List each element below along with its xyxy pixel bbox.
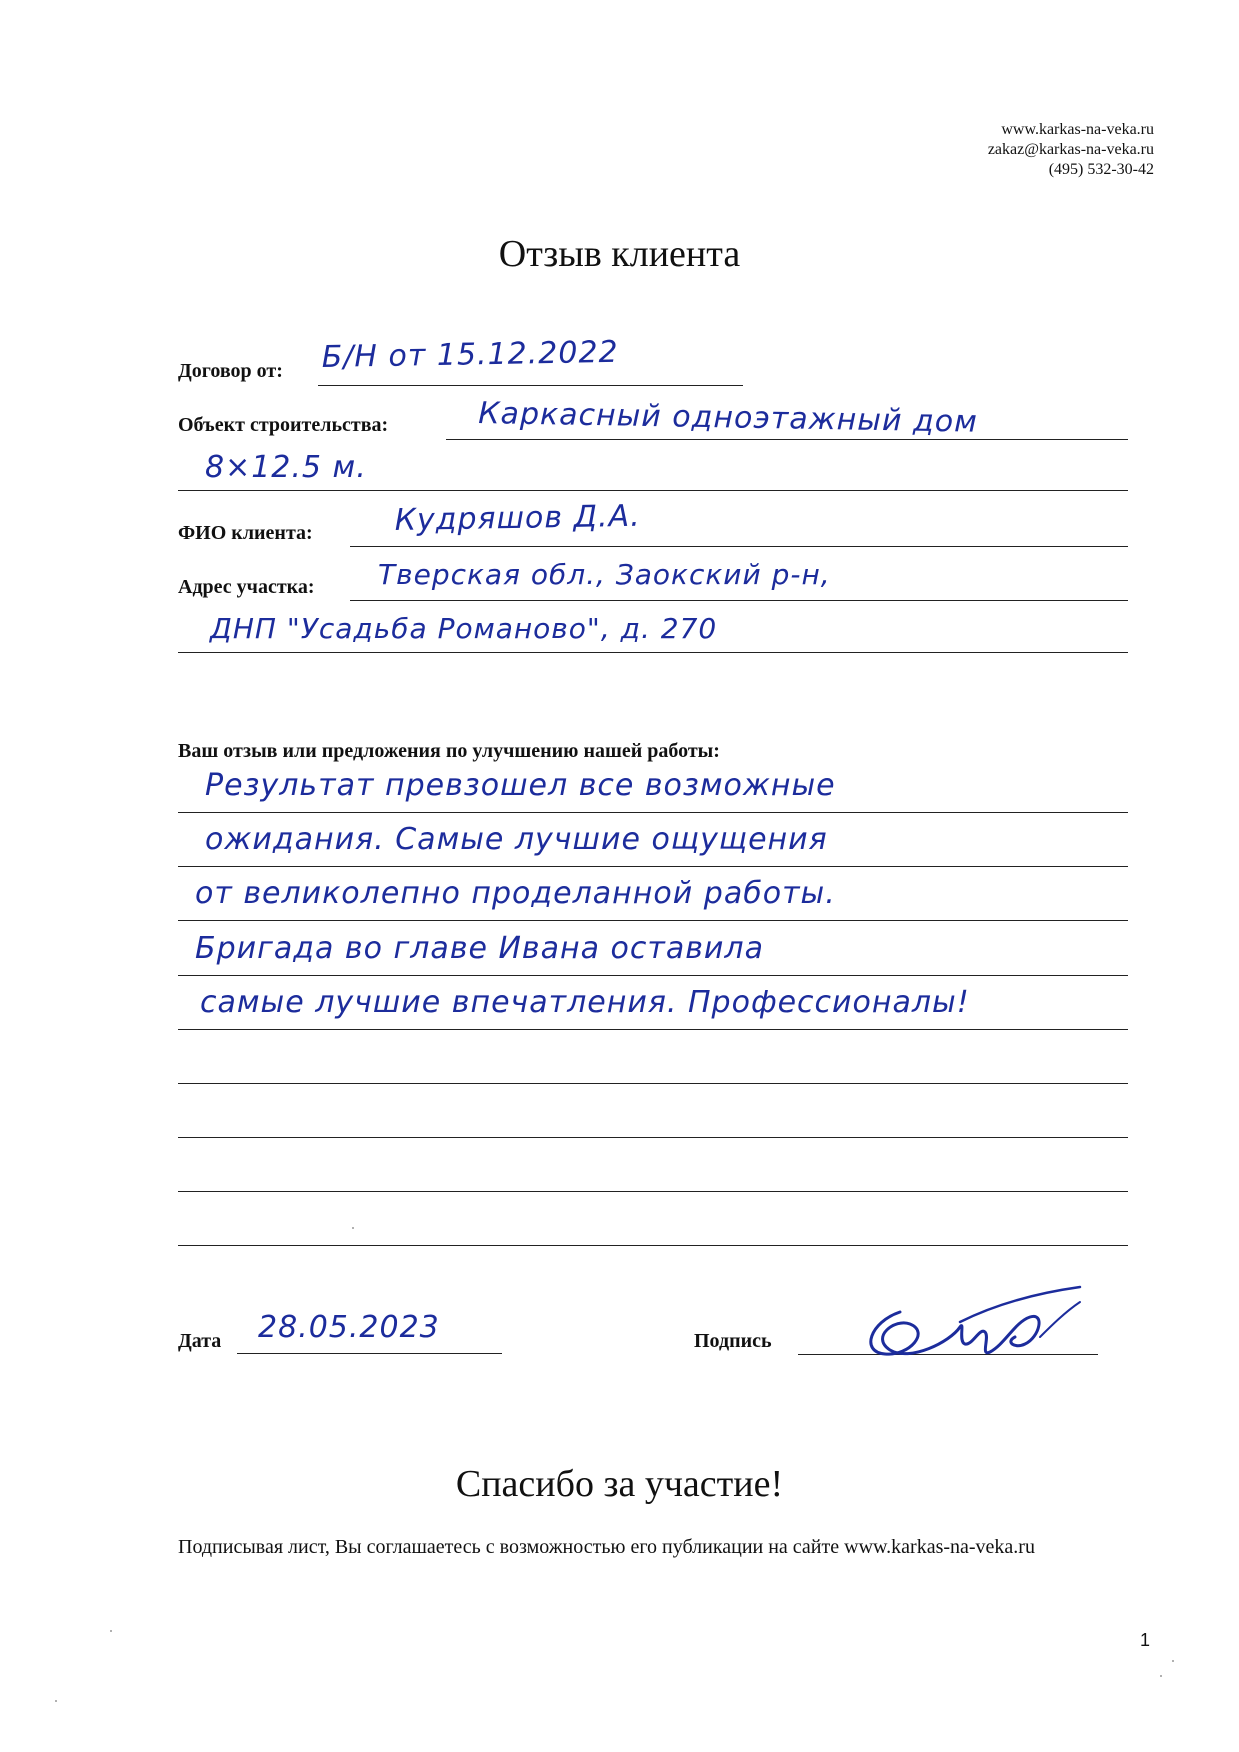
- email-text: zakaz@karkas-na-veka.ru: [987, 141, 1154, 158]
- feedback-line-3: [178, 920, 1128, 921]
- date-value[interactable]: 28.05.2023: [258, 1310, 440, 1345]
- scan-speck: [1160, 1675, 1162, 1677]
- scan-speck: [352, 1227, 354, 1229]
- address-value-line2[interactable]: ДНП "Усадьба Романово", д. 270: [210, 612, 718, 645]
- scan-speck: [55, 1700, 57, 1702]
- website-text: www.karkas-na-veka.ru: [1001, 121, 1154, 138]
- object-label: Объект строительства:: [178, 414, 389, 436]
- feedback-line-6: [178, 1083, 1128, 1084]
- date-label: Дата: [178, 1330, 222, 1352]
- thanks-heading: Спасибо за участие!: [455, 1463, 784, 1505]
- feedback-text-line[interactable]: Бригада во главе Ивана оставила: [195, 931, 764, 966]
- signature-label: Подпись: [694, 1330, 772, 1352]
- address-label: Адрес участка:: [178, 576, 315, 598]
- feedback-line-8: [178, 1191, 1128, 1192]
- feedback-line-7: [178, 1137, 1128, 1138]
- client-value[interactable]: Кудряшов Д.А.: [394, 498, 641, 538]
- object-line-1: [446, 439, 1128, 440]
- object-value-line1[interactable]: Каркасный одноэтажный дом: [478, 396, 979, 440]
- date-line: [237, 1353, 502, 1354]
- address-value-line1[interactable]: Тверская обл., Заокский р-н,: [378, 558, 831, 591]
- object-line-2: [178, 490, 1128, 491]
- feedback-text-line[interactable]: ожидания. Самые лучшие ощущения: [205, 822, 828, 857]
- page-number: 1: [1139, 1630, 1150, 1650]
- phone-text: (495) 532-30-42: [1048, 161, 1154, 178]
- client-line: [350, 546, 1128, 547]
- consent-text: Подписывая лист, Вы соглашаетесь с возможностью его публикации на сайте www.karkas-na-veka.ru: [178, 1536, 1035, 1558]
- feedback-line-4: [178, 975, 1128, 976]
- client-label: ФИО клиента:: [178, 522, 313, 544]
- signature-scribble[interactable]: [840, 1282, 1090, 1392]
- feedback-text-line[interactable]: Результат превзошел все возможные: [205, 768, 836, 803]
- scan-speck: [110, 1630, 112, 1632]
- page-title: Отзыв клиента: [498, 233, 741, 275]
- feedback-line-1: [178, 812, 1128, 813]
- object-value-line2[interactable]: 8×12.5 м.: [205, 450, 367, 485]
- address-line-2: [178, 652, 1128, 653]
- feedback-label: Ваш отзыв или предложения по улучшению нашей работы:: [178, 740, 720, 762]
- feedback-text-line[interactable]: самые лучшие впечатления. Профессионалы!: [200, 985, 970, 1020]
- feedback-line-5: [178, 1029, 1128, 1030]
- feedback-text-line[interactable]: от великолепно проделанной работы.: [195, 876, 836, 911]
- feedback-line-2: [178, 866, 1128, 867]
- contact-block: [988, 120, 1154, 180]
- address-line-1: [350, 600, 1128, 601]
- contract-label: Договор от:: [178, 360, 283, 382]
- scan-speck: [1172, 1660, 1174, 1662]
- feedback-line-9: [178, 1245, 1128, 1246]
- contract-value[interactable]: Б/Н от 15.12.2022: [321, 334, 619, 375]
- contract-line: [318, 385, 743, 386]
